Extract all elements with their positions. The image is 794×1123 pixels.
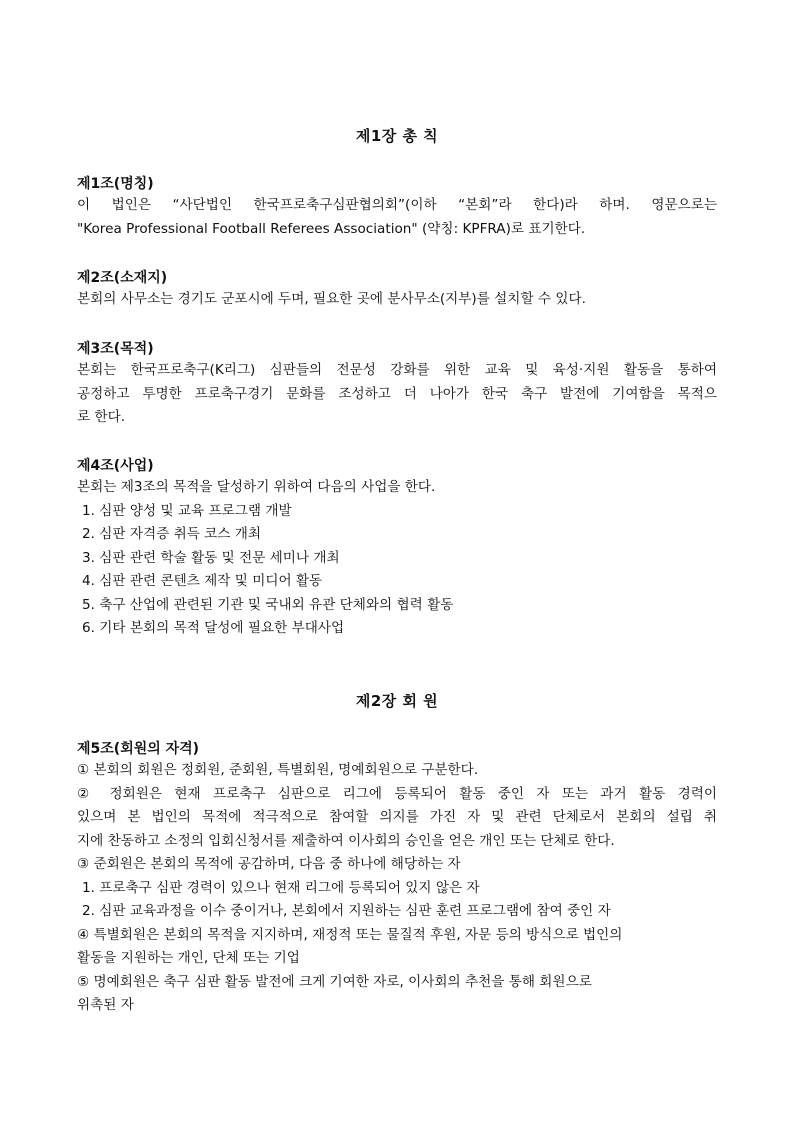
article-5-line: ④ 특별회원은 본회의 목적을 지지하며, 재정적 또는 물질적 후원, 자문 등의 방식으로 법인의 [77, 926, 623, 943]
article-4-item: 1. 심판 양성 및 교육 프로그램 개발 [82, 502, 292, 519]
article-5-line: 있으며 본 법인의 목적에 적극적으로 참여할 의지를 가진 자 및 관련 단체로서 본회의 설립 취 [77, 809, 717, 825]
article-3-line: 본회는 한국프로축구(K리그) 심판들의 전문성 강화를 위한 교육 및 육성·지원 활동을 통하여 [77, 362, 717, 378]
article-5-subitem: 1. 프로축구 심판 경력이 있으나 현재 리그에 등록되어 있지 않은 자 [82, 879, 480, 896]
article-5-subitem: 2. 심판 교육과정을 이수 중이거나, 본회에서 지원하는 심판 훈련 프로그램에 참여 중인 자 [82, 903, 611, 919]
article-3-line: 공정하고 투명한 프로축구경기 문화를 조성하고 더 나아가 한국 축구 발전에 기여함을 목적으 [77, 385, 717, 402]
article-4-item: 6. 기타 본회의 목적 달성에 필요한 부대사업 [82, 620, 345, 636]
article-4-item: 4. 심판 관련 콘텐츠 제작 및 미디어 활동 [82, 573, 323, 589]
article-1-line: "Korea Professional Football Referees Association" (약칭: KPFRA)로 표기한다. [77, 220, 586, 237]
article-5-title: 제5조(회원의 자격) [77, 741, 200, 757]
article-5-line: ① 본회의 회원은 정회원, 준회원, 특별회원, 명예회원으로 구분한다. [77, 762, 479, 778]
article-4-item: 2. 심판 자격증 취득 코스 개최 [82, 526, 262, 542]
article-5-line: 활동을 지원하는 개인, 단체 또는 기업 [77, 950, 300, 966]
article-1-title: 제1조(명칭) [77, 176, 154, 192]
article-1-line: 이 법인은 “사단법인 한국프로축구심판협의회”(이하 “본회”라 한다)라 하며. 영문으로는 [77, 197, 717, 213]
article-5-line: ② 정회원은 현재 프로축구 심판으로 리그에 등록되어 활동 중인 자 또는 과거 활동 경력이 [77, 785, 717, 802]
article-4-intro: 본회는 제3조의 목적을 달성하기 위하여 다음의 사업을 한다. [77, 479, 436, 495]
article-4-item: 5. 축구 산업에 관련된 기관 및 국내외 유관 단체와의 협력 활동 [82, 596, 454, 613]
article-5-line: 위촉된 자 [77, 997, 134, 1013]
article-5-line: ③ 준회원은 본회의 목적에 공감하며, 다음 중 하나에 해당하는 자 [77, 856, 461, 872]
article-5 [77, 739, 717, 1018]
article-5-line: 지에 찬동하고 소정의 입회신청서를 제출하여 이사회의 승인을 얻은 개인 또는 단체로 한다. [77, 832, 615, 849]
article-1 [77, 174, 717, 241]
article-4 [77, 456, 717, 641]
article-5-line: ⑤ 명예회원은 축구 심판 활동 발전에 크게 기여한 자로, 이사회의 추천을 통해 회원으로 [77, 973, 592, 990]
article-3-title: 제3조(목적) [77, 341, 154, 357]
article-3 [77, 339, 717, 430]
article-2 [77, 268, 717, 312]
article-4-title: 제4조(사업) [77, 458, 154, 474]
article-3-line: 로 한다. [77, 409, 126, 425]
chapter-2-title: 제2장 회 원 [355, 692, 439, 710]
article-4-item: 3. 심판 관련 학술 활동 및 전문 세미나 개최 [82, 549, 340, 566]
chapter-1-title: 제1장 총 칙 [355, 127, 439, 145]
article-2-line: 본회의 사무소는 경기도 군포시에 두며, 필요한 곳에 분사무소(지부)를 설치할 수 있다. [77, 291, 586, 307]
article-2-title: 제2조(소재지) [77, 270, 168, 286]
